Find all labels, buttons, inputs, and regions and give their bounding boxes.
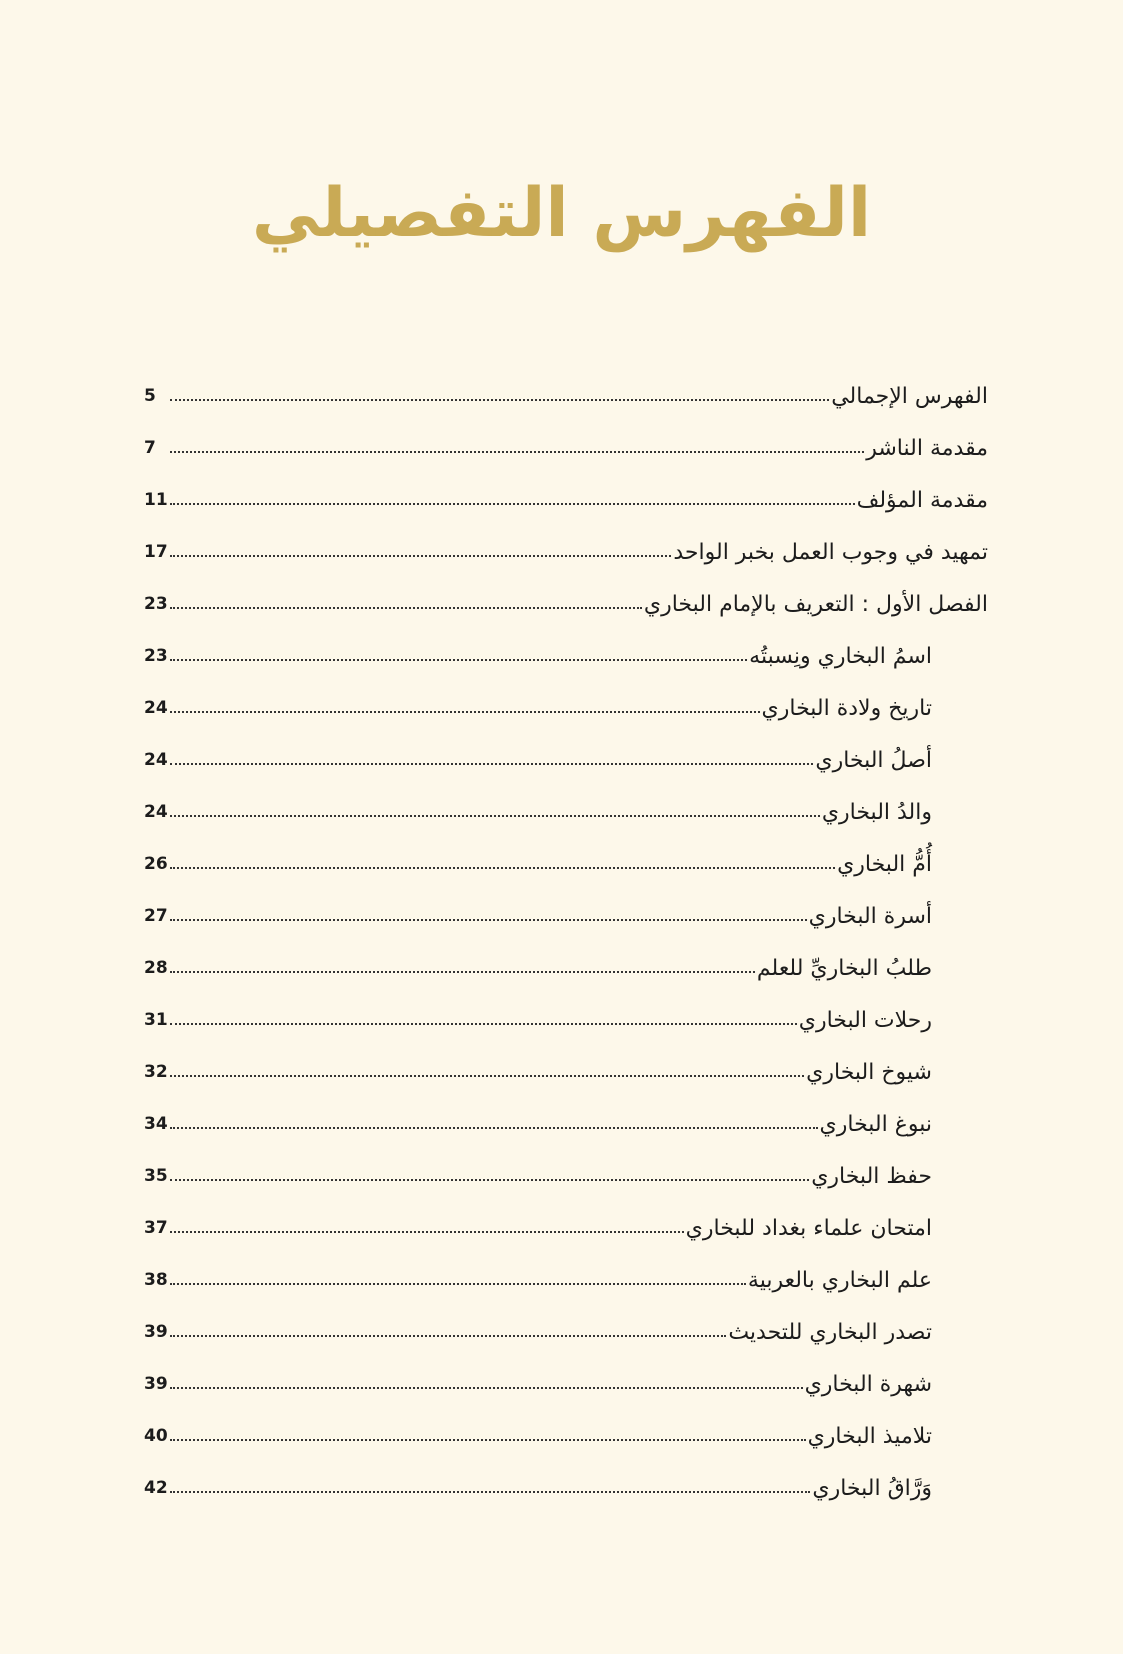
toc-subentry[interactable] (144, 1416, 988, 1456)
dot-leader (170, 1075, 804, 1077)
dot-leader (170, 1439, 806, 1441)
toc-entry-title: امتحان علماء بغداد للبخاري (685, 1215, 932, 1241)
dot-leader (170, 1335, 726, 1337)
toc-entry-title: رحلات البخاري (798, 1007, 932, 1033)
toc-entry-title: مقدمة المؤلف (856, 487, 988, 513)
dot-leader (170, 867, 835, 869)
toc-entry-title: والدُ البخاري (821, 799, 932, 825)
toc-subentry[interactable] (144, 636, 988, 676)
toc-page-number: 39 (144, 1322, 168, 1342)
toc-page-number: 34 (144, 1114, 168, 1134)
toc-entry-title: تاريخ ولادة البخاري (761, 695, 932, 721)
toc-subentry[interactable] (144, 740, 988, 780)
dot-leader (170, 1283, 746, 1285)
toc-entry-title: تصدر البخاري للتحديث (728, 1319, 932, 1345)
toc-subentry[interactable] (144, 1364, 988, 1404)
dot-leader (170, 399, 829, 401)
toc-subentry[interactable] (144, 1468, 988, 1508)
toc-page-number: 11 (144, 490, 168, 510)
toc-subentry[interactable] (144, 688, 988, 728)
dot-leader (170, 503, 855, 505)
toc-page-number: 32 (144, 1062, 168, 1082)
dot-leader (170, 555, 671, 557)
toc-page-number: 5 (144, 386, 156, 406)
toc-entry[interactable] (144, 376, 988, 416)
toc-page-number: 39 (144, 1374, 168, 1394)
page-title: الفهرس التفصيلي (251, 174, 872, 253)
toc-subentry[interactable] (144, 1208, 988, 1248)
toc-entry-title: شيوخ البخاري (806, 1059, 932, 1085)
toc-page-number: 24 (144, 750, 168, 770)
toc-page-number: 42 (144, 1478, 168, 1498)
dot-leader (170, 815, 820, 817)
toc-page-number: 23 (144, 594, 168, 614)
toc-page-number: 35 (144, 1166, 168, 1186)
toc-entry-title: أسرة البخاري (808, 903, 932, 929)
toc-subentry[interactable] (144, 1260, 988, 1300)
toc-subentry[interactable] (144, 792, 988, 832)
dot-leader (170, 1231, 684, 1233)
dot-leader (170, 1387, 803, 1389)
toc-subentry[interactable] (144, 1312, 988, 1352)
toc-subentry[interactable] (144, 896, 988, 936)
dot-leader (170, 919, 807, 921)
toc-page-number: 7 (144, 438, 156, 458)
toc-page-number: 38 (144, 1270, 168, 1290)
toc-subentry[interactable] (144, 948, 988, 988)
toc-page-number: 17 (144, 542, 168, 562)
toc-subentry[interactable] (144, 1000, 988, 1040)
toc-subentry[interactable] (144, 1104, 988, 1144)
dot-leader (170, 711, 760, 713)
toc-page-number: 37 (144, 1218, 168, 1238)
toc-subentry[interactable] (144, 1052, 988, 1092)
dot-leader (170, 1127, 818, 1129)
toc-entry-title: شهرة البخاري (804, 1371, 932, 1397)
toc-entry-title: الفصل الأول : التعريف بالإمام البخاري (643, 591, 988, 617)
dot-leader (170, 1023, 797, 1025)
toc-entry-title: تمهيد في وجوب العمل بخبر الواحد (673, 539, 988, 565)
dot-leader (170, 1179, 809, 1181)
toc-subentry[interactable] (144, 844, 988, 884)
toc-subentry[interactable] (144, 1156, 988, 1196)
toc-entry[interactable] (144, 428, 988, 468)
toc-entry-title: حفظ البخاري (811, 1163, 932, 1189)
toc-entry[interactable] (144, 480, 988, 520)
toc-entry-title: علم البخاري بالعربية (747, 1267, 932, 1293)
toc-entry-title: الفهرس الإجمالي (831, 383, 988, 409)
dot-leader (170, 1491, 810, 1493)
toc-entry-title: أُمُّ البخاري (837, 851, 932, 877)
toc-page-number: 26 (144, 854, 168, 874)
toc-page-number: 40 (144, 1426, 168, 1446)
toc-entry-title: اسمُ البخاري ونِسبتُه (749, 643, 932, 669)
toc-page-number: 24 (144, 698, 168, 718)
toc-entry-title: أصلُ البخاري (815, 747, 932, 773)
dot-leader (170, 607, 642, 609)
dot-leader (170, 763, 813, 765)
toc-entry-title: طلبُ البخاريِّ للعلم (756, 955, 932, 981)
toc-entry-title: مقدمة الناشر (866, 435, 988, 461)
toc-page-number: 24 (144, 802, 168, 822)
toc-entry[interactable] (144, 532, 988, 572)
dot-leader (170, 971, 755, 973)
dot-leader (170, 659, 747, 661)
dot-leader (170, 451, 864, 453)
toc-page-number: 28 (144, 958, 168, 978)
toc-page-number: 31 (144, 1010, 168, 1030)
toc-page-number: 27 (144, 906, 168, 926)
toc-page-number: 23 (144, 646, 168, 666)
toc-entry-title: وَرَّاقُ البخاري (812, 1475, 932, 1501)
toc-entry[interactable] (144, 584, 988, 624)
toc-entry-title: نبوغ البخاري (819, 1111, 932, 1137)
toc-entry-title: تلاميذ البخاري (807, 1423, 932, 1449)
